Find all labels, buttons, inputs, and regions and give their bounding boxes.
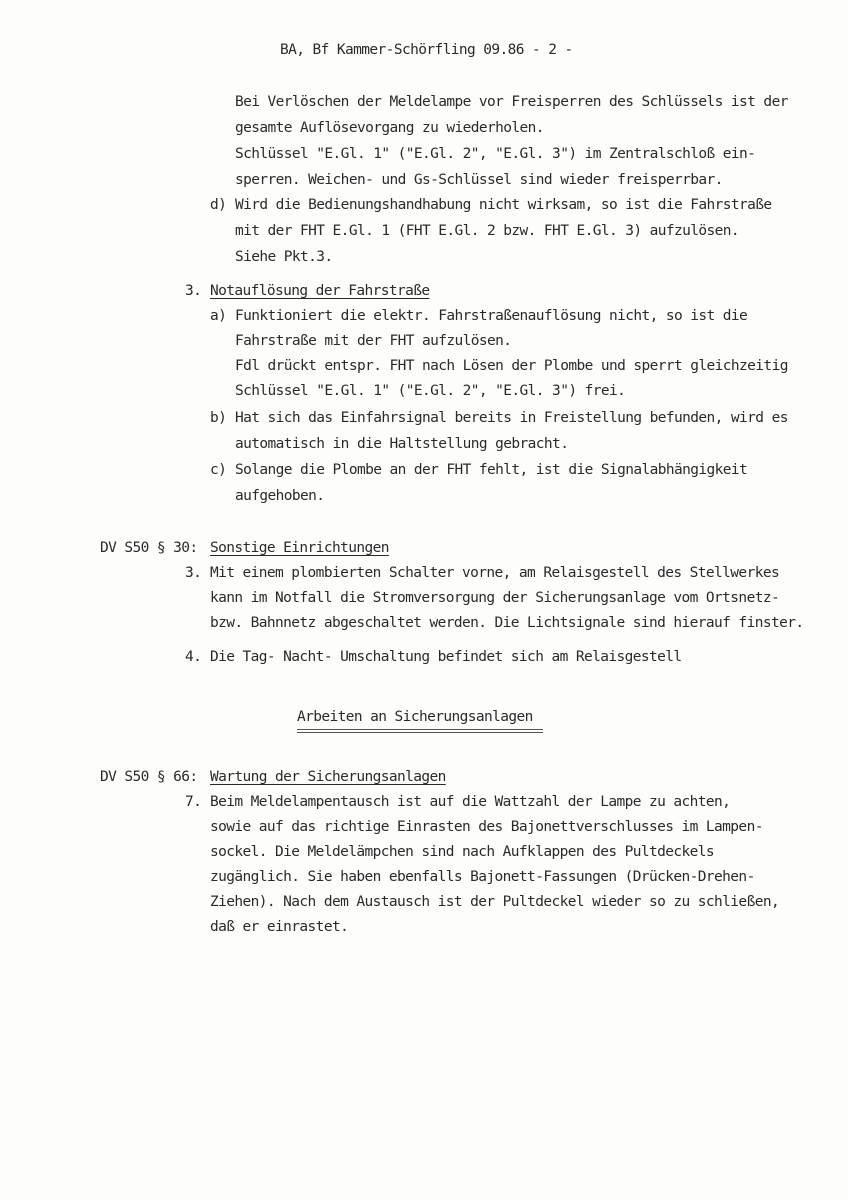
page-header: BA, Bf Kammer-Schörfling 09.86 - 2 - [280,42,573,58]
item-marker: a) [210,308,227,324]
text-line: sperren. Weichen- und Gs-Schlüssel sind wieder freisperrbar. [235,172,723,188]
text-line: gesamte Auflösevorgang zu wiederholen. [235,120,544,136]
text-line: Fdl drückt entspr. FHT nach Lösen der Plombe und sperrt gleichzeitig [235,358,788,374]
text-line: aufgehoben. [235,488,325,504]
text-line: Die Tag- Nacht- Umschaltung befindet sich am Relaisgestell [210,649,682,665]
dv-reference: DV S50 § 30: [100,540,198,556]
double-underline [297,729,543,733]
text-line: Bei Verlöschen der Meldelampe vor Freisperren des Schlüssels ist der [235,94,788,110]
text-line: Schlüssel "E.Gl. 1" ("E.Gl. 2", "E.Gl. 3") frei. [235,383,626,399]
item-marker: 7. [185,794,202,810]
text-line: Funktioniert die elektr. Fahrstraßenauflösung nicht, so ist die [235,308,748,324]
text-line: automatisch in die Haltstellung gebracht. [235,436,569,452]
text-line: Mit einem plombierten Schalter vorne, am Relaisgestell des Stellwerkes [210,565,780,581]
text-line: zugänglich. Sie haben ebenfalls Bajonett-Fassungen (Drücken-Drehen- [210,869,755,885]
item-marker: b) [210,410,227,426]
section-title: Notauflösung der Fahrstraße [210,283,430,299]
text-line: mit der FHT E.Gl. 1 (FHT E.Gl. 2 bzw. FHT E.Gl. 3) aufzulösen. [235,223,740,239]
text-line: Wird die Bedienungshandhabung nicht wirksam, so ist die Fahrstraße [235,197,772,213]
item-marker: 4. [185,649,202,665]
text-line: bzw. Bahnnetz abgeschaltet werden. Die Lichtsignale sind hierauf finster. [210,615,804,631]
text-line: Hat sich das Einfahrsignal bereits in Freistellung befunden, wird es [235,410,788,426]
text-line: Schlüssel "E.Gl. 1" ("E.Gl. 2", "E.Gl. 3") im Zentralschloß ein- [235,146,756,162]
item-marker: c) [210,462,227,478]
text-line: Beim Meldelampentausch ist auf die Wattzahl der Lampe zu achten, [210,794,731,810]
text-line: sockel. Die Meldelämpchen sind nach Aufklappen des Pultdeckels [210,844,715,860]
section-title: Sonstige Einrichtungen [210,540,389,556]
text-line: kann im Notfall die Stromversorgung der Sicherungsanlage vom Ortsnetz- [210,590,780,606]
item-marker: d) [210,197,227,213]
text-line: Solange die Plombe an der FHT fehlt, ist die Signalabhängigkeit [235,462,748,478]
section-number: 3. [185,283,202,299]
dv-reference: DV S50 § 66: [100,769,198,785]
text-line: Ziehen). Nach dem Austausch ist der Pultdeckel wieder so zu schließen, [210,894,780,910]
item-marker: 3. [185,565,202,581]
text-line: Siehe Pkt.3. [235,249,333,265]
text-line: sowie auf das richtige Einrasten des Bajonettverschlusses im Lampen- [210,819,763,835]
text-line: Fahrstraße mit der FHT aufzulösen. [235,333,512,349]
center-heading: Arbeiten an Sicherungsanlagen [297,709,533,725]
section-title: Wartung der Sicherungsanlagen [210,769,446,785]
text-line: daß er einrastet. [210,919,349,935]
